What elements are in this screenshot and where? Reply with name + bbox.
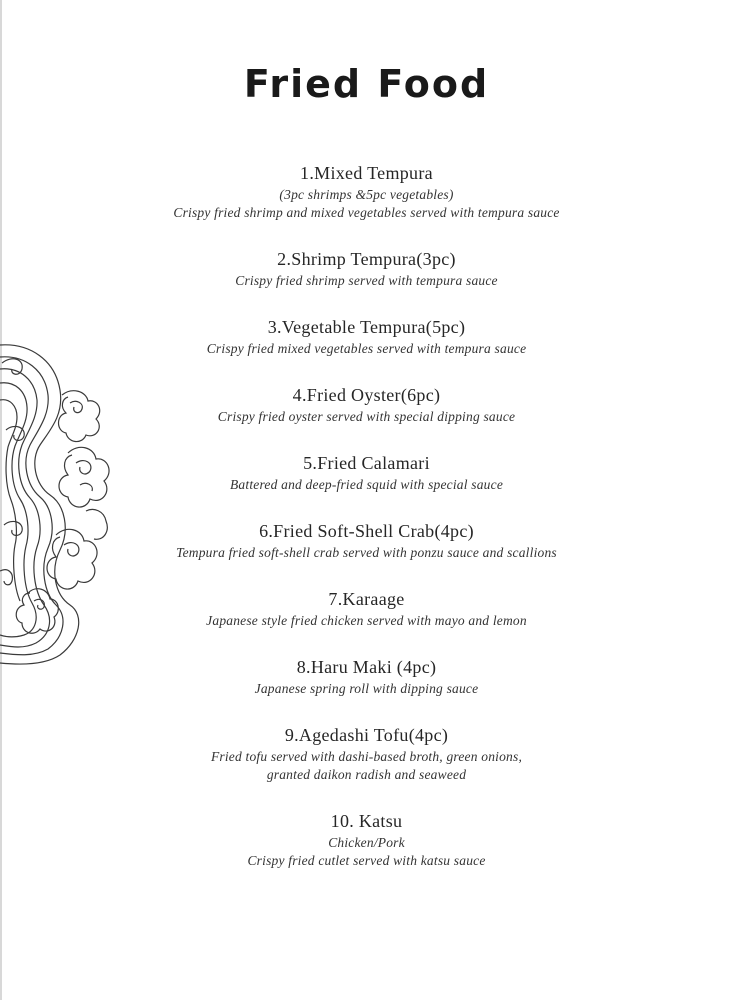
- menu-item-haru-maki: [0, 654, 733, 698]
- item-description: Battered and deep-fried squid with special sauce: [229, 477, 504, 492]
- item-note: Chicken/Pork: [328, 835, 405, 850]
- item-description-continued: granted daikon radish and seaweed: [266, 767, 467, 782]
- item-name: 10. Katsu: [330, 811, 403, 831]
- item-description: Crispy fried oyster served with special dipping sauce: [217, 409, 516, 424]
- menu-item-katsu: [0, 808, 733, 870]
- item-name: 2.Shrimp Tempura(3pc): [277, 249, 456, 269]
- item-name: 6.Fried Soft-Shell Crab(4pc): [259, 521, 474, 541]
- item-description: Crispy fried shrimp and mixed vegetables served with tempura sauce: [173, 205, 560, 220]
- menu-item-fried-calamari: [0, 450, 733, 494]
- item-description: Crispy fried shrimp served with tempura sauce: [235, 273, 498, 288]
- menu-item-soft-shell-crab: [0, 518, 733, 562]
- item-name: 8.Haru Maki (4pc): [296, 657, 437, 677]
- item-description: Fried tofu served with dashi-based broth, green onions,: [210, 749, 523, 764]
- menu-list: [0, 160, 733, 870]
- item-description: Crispy fried cutlet served with katsu sauce: [247, 853, 486, 868]
- item-name: 9.Agedashi Tofu(4pc): [284, 725, 449, 745]
- item-description: Japanese spring roll with dipping sauce: [254, 681, 479, 696]
- menu-item-fried-oyster: [0, 382, 733, 426]
- item-name: 5.Fried Calamari: [303, 453, 430, 473]
- menu-item-vegetable-tempura: [0, 314, 733, 358]
- item-description: Japanese style fried chicken served with mayo and lemon: [206, 613, 527, 628]
- item-description: Tempura fried soft-shell crab served with ponzu sauce and scallions: [176, 545, 557, 560]
- menu-item-agedashi-tofu: [0, 722, 733, 784]
- menu-item-mixed-tempura: [0, 160, 733, 222]
- page-title: Fried Food: [243, 62, 490, 106]
- item-name: 4.Fried Oyster(6pc): [292, 385, 441, 405]
- menu-item-shrimp-tempura: [0, 246, 733, 290]
- item-name: 1.Mixed Tempura: [300, 163, 433, 183]
- menu-item-karaage: [0, 586, 733, 630]
- item-note: (3pc shrimps &5pc vegetables): [279, 187, 454, 202]
- item-name: 3.Vegetable Tempura(5pc): [267, 317, 466, 337]
- item-description: Crispy fried mixed vegetables served with tempura sauce: [206, 341, 527, 356]
- item-name: 7.Karaage: [328, 589, 405, 609]
